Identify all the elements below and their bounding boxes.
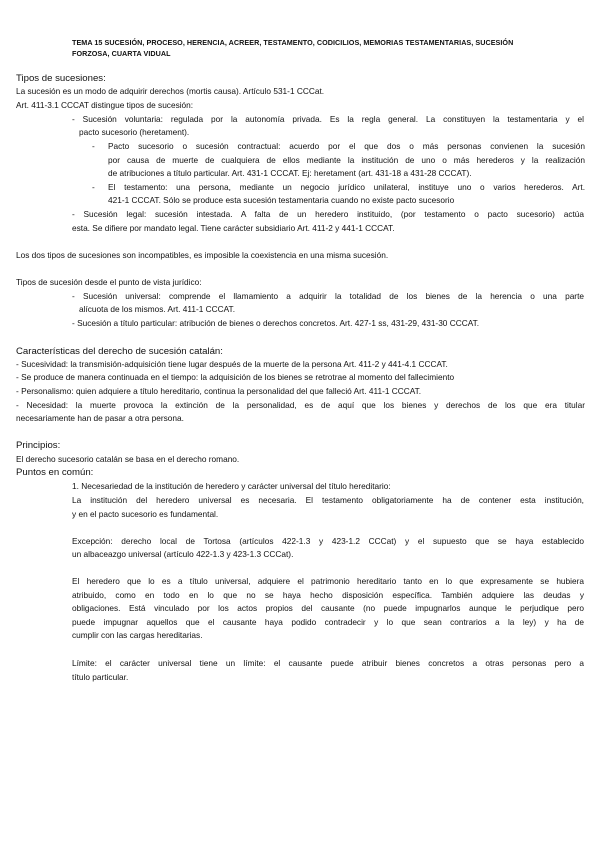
paragraph-excepcion-cont: un albaceazgo universal (artículo 422-1.3 y 423-1.3 CCCat). (72, 549, 294, 559)
paragraph-heredero-cont: puede impugnar aquellos que el causante haya podido contradecir y lo que sean contrarios a la ley) y ha de (72, 617, 584, 627)
section-heading-juridico: Tipos de sucesión desde el punto de vista jurídico: (16, 277, 202, 287)
list-item-testamento-cont: 421-1 CCCAT. Sólo se produce esta sucesión testamentaria cuando no existe pacto sucesorio (108, 195, 455, 205)
list-item-testamento: El testamento: una persona, mediante un negocio jurídico unilateral, instituye uno o varios herederos. Art. (108, 182, 585, 192)
paragraph-line: La sucesión es un modo de adquirir derechos (mortis causa). Artículo 531-1 CCCat. (16, 86, 325, 96)
list-item-personalismo: - Personalismo: quien adquiere a título hereditario, continua la personalidad del que falleció Art. 411-1 CCCAT. (16, 386, 422, 396)
paragraph-line: Los dos tipos de sucesiones son incompatibles, es imposible la coexistencia en una misma sucesión. (16, 250, 389, 260)
list-item-continuada: - Se produce de manera continuada en el tiempo: la adquisición de los bienes se retrotrae al momento del fallecimiento (16, 372, 455, 382)
list-item-necesidad-cont: necesariamente han de pasar a otra persona. (16, 413, 184, 423)
bullet-icon: - (92, 182, 95, 192)
list-item-voluntaria: - Sucesión voluntaria: regulada por la autonomía privada. Es la regla general. La constituyen la testamentaria y el (72, 114, 584, 124)
list-item-pacto: Pacto sucesorio o sucesión contractual: acuerdo por el que dos o más personas convienen la sucesión (108, 141, 585, 151)
paragraph-heredero-cont: cumplir con las cargas hereditarias. (72, 630, 203, 640)
paragraph-heredero-cont: atribuido, como en todo en lo que no se haya hecho disposición específica. También adquiere las deudas y (72, 590, 584, 600)
section-heading-caracteristicas: Características del derecho de sucesión catalán: (16, 346, 223, 357)
list-item-necesidad: - Necesidad: la muerte provoca la extinción de la personalidad, es de aquí que los bienes y derechos de los que era titular (16, 400, 585, 410)
list-item-pacto-cont: por causa de muerte de cualquiera de ellos mediante la institución de uno o más herederos y la realización (108, 155, 585, 165)
section-heading-principios: Principios: (16, 440, 61, 451)
document-header: TEMA 15 SUCESIÓN, PROCESO, HERENCIA, ACREER, TESTAMENTO, CODICILIOS, MEMORIAS TESTAMENTARIAS, SUCESIÓN FORZOSA, CUARTA VIDUAL (72, 38, 514, 58)
list-item-legal: - Sucesión legal: sucesión intestada. A falta de un heredero instituido, (por testamento o pacto sucesorio) actúa (72, 209, 584, 219)
paragraph-line: Art. 411-3.1 CCCAT distingue tipos de sucesión: (16, 100, 194, 110)
paragraph-line: El derecho sucesorio catalán se basa en el derecho romano. (16, 454, 240, 464)
paragraph-heredero-cont: obligaciones. Está vinculado por los actos propios del causante (no puede impugnarlos aunque le perjudique pero (72, 603, 584, 613)
list-item-sucesividad: - Sucesividad: la transmisión-adquisición tiene lugar después de la muerte de la persona Art. 411-2 y 441-4.1 CCCAT. (16, 359, 448, 369)
list-item-particular: - Sucesión a título particular: atribución de bienes o derechos concretos. Art. 427-1 ss, 431-29, 431-30 CCCAT. (72, 318, 480, 328)
list-item-legal-cont: esta. Se difiere por mandato legal. Tiene carácter subsidiario Art. 411-2 y 441-1 CCCAT. (72, 223, 395, 233)
list-item-voluntaria-cont: pacto sucesorio (heretament). (79, 127, 190, 137)
subheading-puntos: Puntos en común: (16, 467, 94, 478)
list-item-universal-cont: alícuota de los mismos. Art. 411-1 CCCAT. (79, 304, 236, 314)
paragraph-line: y en el pacto sucesorio es fundamental. (72, 509, 219, 519)
paragraph-limite: Límite: el carácter universal tiene un límite: el causante puede atribuir bienes concretos a otras personas pero a (72, 658, 584, 668)
paragraph-limite-cont: título particular. (72, 672, 129, 682)
section-heading-tipos: Tipos de sucesiones: (16, 73, 106, 84)
list-item-pacto-cont: de atribuciones a título particular. Art. 431-1 CCCAT. Ej: heretament (art. 431-18 a 431-28 CCCAT). (108, 168, 472, 178)
numbered-item: 1. Necesariedad de la institución de heredero y carácter universal del título hereditario: (72, 481, 391, 491)
paragraph-heredero: El heredero que lo es a título universal, adquiere el patrimonio hereditario tanto en lo que expresamente se hubiera (72, 576, 584, 586)
paragraph-excepcion: Excepción: derecho local de Tortosa (artículos 422-1.3 y 423-1.2 CCCat) y el supuesto que se haya establecido (72, 536, 584, 546)
bullet-icon: - (92, 141, 95, 151)
list-item-universal: - Sucesión universal: comprende el llamamiento a adquirir la totalidad de los bienes de la herencia o una parte (72, 291, 584, 301)
paragraph-line: La institución del heredero universal es necesaria. El testamento obligatoriamente ha de contener esta institución, (72, 495, 584, 505)
